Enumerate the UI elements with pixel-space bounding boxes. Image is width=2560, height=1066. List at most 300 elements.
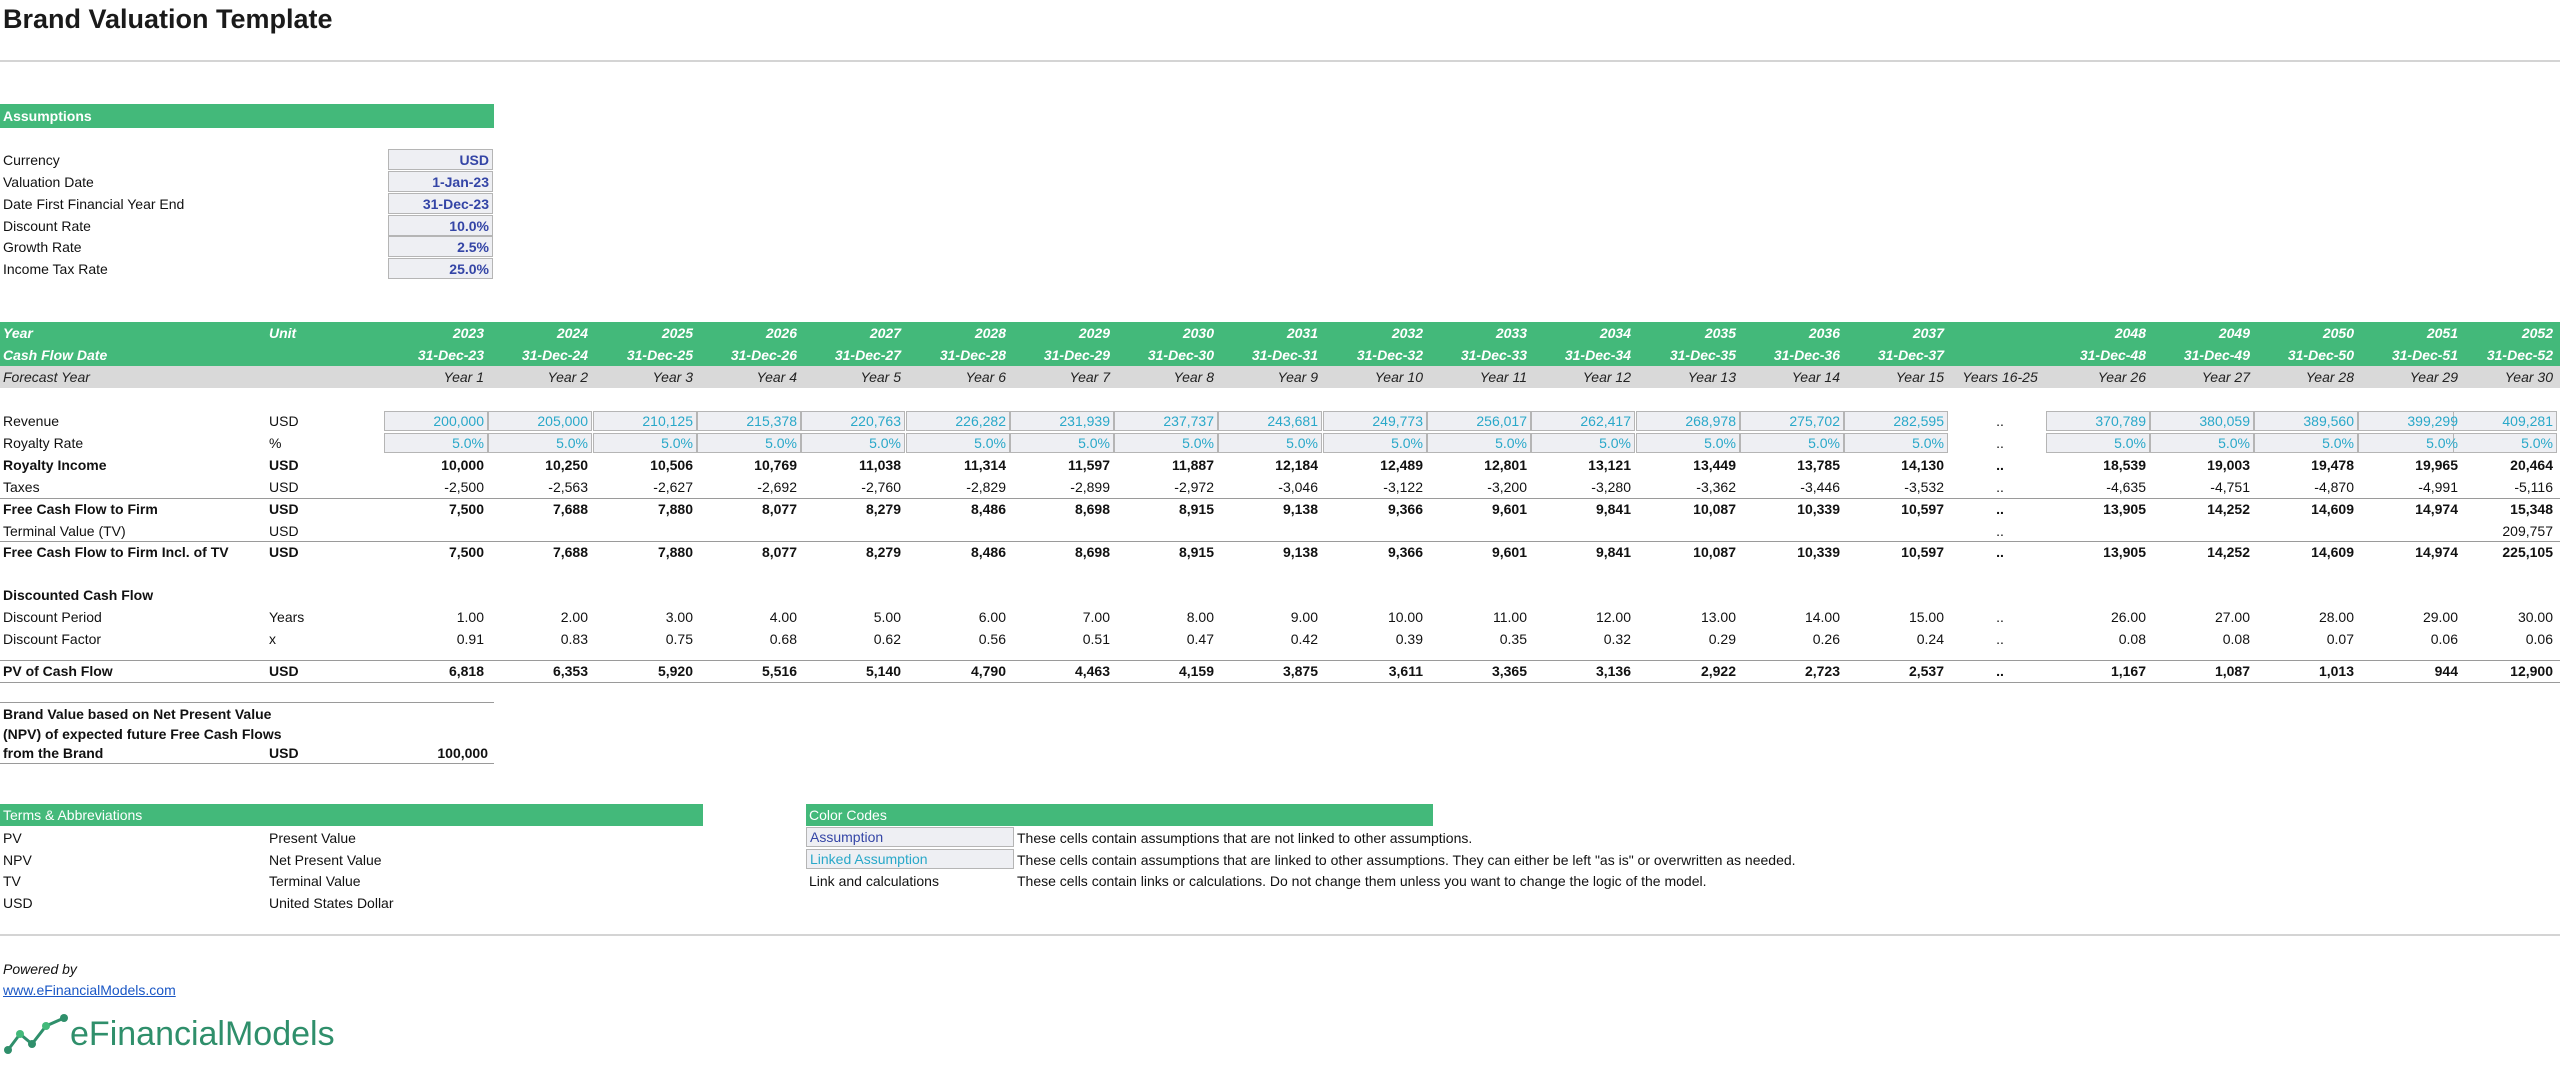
cash-flow-date-cell: 31-Dec-51 (2391, 347, 2458, 363)
linked-assumption-cell[interactable]: 226,282 (955, 413, 1006, 429)
color-code-swatch: Assumption (806, 827, 1014, 847)
linked-assumption-cell[interactable]: 5.0% (1078, 435, 1110, 451)
value-cell: 8,077 (761, 544, 797, 560)
year-header-cell: 2037 (1912, 325, 1944, 341)
value-cell: 9,138 (1282, 501, 1318, 517)
value-cell: -4,751 (2210, 479, 2250, 495)
value-cell: 1,087 (2214, 663, 2250, 679)
value-cell: 4,463 (1074, 663, 1110, 679)
forecast-year-label: Forecast Year (3, 369, 90, 385)
linked-assumption-cell[interactable]: 5.0% (1495, 435, 1527, 451)
linked-assumption-cell[interactable]: 5.0% (452, 435, 484, 451)
value-cell: 225,105 (2502, 544, 2553, 560)
value-cell: -2,899 (1070, 479, 1110, 495)
value-cell: 11,038 (858, 457, 901, 473)
color-code-description: These cells contain assumptions that are not linked to other assumptions. (1017, 830, 1473, 846)
value-cell: -3,532 (1904, 479, 1944, 495)
value-cell: 11,597 (1067, 457, 1110, 473)
value-cell: 9,601 (1491, 501, 1527, 517)
value-cell: 9,366 (1387, 544, 1423, 560)
value-cell: -3,046 (1278, 479, 1318, 495)
value-cell: 20,464 (2510, 457, 2553, 473)
value-cell: 9,841 (1595, 544, 1631, 560)
pv-bottom-border (0, 682, 2560, 683)
value-cell: 8,698 (1074, 544, 1110, 560)
linked-assumption-cell[interactable]: 5.0% (1599, 435, 1631, 451)
value-cell: 9,366 (1387, 501, 1423, 517)
value-cell: 0.08 (2118, 631, 2146, 647)
value-cell: 3,611 (1388, 663, 1423, 679)
value-cell: 0.35 (1499, 631, 1527, 647)
value-cell: 7,880 (657, 501, 693, 517)
value-cell: 4,159 (1178, 663, 1214, 679)
cash-flow-date-row (0, 344, 2560, 366)
cash-flow-date-cell: 31-Dec-33 (1460, 347, 1527, 363)
divider (0, 60, 2560, 62)
value-cell: 0.56 (978, 631, 1006, 647)
value-cell: 8,698 (1074, 501, 1110, 517)
forecast-year-cell: Year 26 (2097, 369, 2146, 385)
value-cell: -5,116 (2514, 479, 2553, 495)
value-cell: 7,880 (657, 544, 693, 560)
value-cell: .. (1996, 435, 2004, 451)
cash-flow-date-cell: 31-Dec-23 (417, 347, 484, 363)
value-cell: .. (1996, 544, 2004, 560)
forecast-year-cell: Year 12 (1582, 369, 1631, 385)
value-cell: 0.06 (2430, 631, 2458, 647)
value-cell: -2,760 (861, 479, 901, 495)
forecast-year-cell: Year 7 (1069, 369, 1110, 385)
linked-assumption-cell[interactable]: 262,417 (1580, 413, 1631, 429)
value-cell: 26.00 (2110, 609, 2146, 625)
value-cell: 0.68 (769, 631, 797, 647)
linked-assumption-cell[interactable]: 205,000 (537, 413, 588, 429)
year-header-cell: 2029 (1078, 325, 1110, 341)
year-header-cell: 2034 (1599, 325, 1631, 341)
value-cell: 14,130 (1901, 457, 1944, 473)
linked-assumption-cell[interactable]: 5.0% (1391, 435, 1423, 451)
year-header-row (0, 322, 2560, 344)
row-label: Terminal Value (TV) (3, 523, 126, 539)
row-unit: USD (269, 479, 299, 495)
value-cell: 0.24 (1916, 631, 1944, 647)
value-cell: 2,922 (1700, 663, 1736, 679)
value-cell: 6,818 (448, 663, 484, 679)
brand-value-text3: from the Brand (3, 745, 104, 761)
value-cell: 12,489 (1380, 457, 1423, 473)
term-full: Net Present Value (269, 852, 382, 868)
year-header-cell: 2030 (1182, 325, 1214, 341)
cash-flow-date-cell: 31-Dec-35 (1669, 347, 1736, 363)
year-header-cell: 2023 (452, 325, 484, 341)
linked-assumption-cell[interactable]: 5.0% (2426, 435, 2458, 451)
value-cell: 1,013 (2318, 663, 2354, 679)
powered-by-text: Powered by (3, 961, 77, 977)
assumptions-header: Assumptions (0, 104, 494, 128)
value-cell: 6.00 (978, 609, 1006, 625)
value-cell: 10,597 (1901, 544, 1944, 560)
linked-assumption-cell[interactable]: 5.0% (1912, 435, 1944, 451)
brand-value-text2: (NPV) of expected future Free Cash Flows (3, 726, 282, 742)
unit-header-label: Unit (269, 325, 297, 341)
forecast-year-cell: Year 14 (1791, 369, 1840, 385)
value-cell: 4,790 (970, 663, 1006, 679)
forecast-year-cell: Year 8 (1173, 369, 1214, 385)
value-cell: 14,252 (2207, 544, 2250, 560)
value-cell: 8,279 (865, 501, 901, 517)
value-cell: -3,362 (1696, 479, 1736, 495)
assumption-label-text: Discount Rate (3, 218, 91, 234)
cash-flow-date-cell: 31-Dec-37 (1877, 347, 1944, 363)
value-cell: 0.83 (560, 631, 588, 647)
value-cell: 0.08 (2222, 631, 2250, 647)
row-label: Revenue (3, 413, 60, 429)
forecast-year-cell: Year 28 (2305, 369, 2354, 385)
linked-assumption-cell[interactable]: 268,978 (1685, 413, 1736, 429)
color-code-swatch: Linked Assumption (806, 849, 1014, 869)
cash-flow-date-cell: 31-Dec-48 (2079, 347, 2146, 363)
value-cell: -2,972 (1174, 479, 1214, 495)
assumption-input[interactable]: 31-Dec-23 (388, 193, 493, 214)
value-cell: 11.00 (1493, 609, 1527, 625)
year-header-cell: 2031 (1286, 325, 1318, 341)
year-header-cell: 2025 (661, 325, 693, 341)
logo-text: FinancialModels (88, 1014, 335, 1053)
row-label: Discount Factor (3, 631, 102, 647)
page-title: Brand Valuation Template (3, 4, 333, 34)
value-cell: .. (1996, 457, 2004, 473)
value-cell: 7.00 (1082, 609, 1110, 625)
value-cell: 9,138 (1282, 544, 1318, 560)
value-cell: 6,353 (552, 663, 588, 679)
linked-assumption-cell[interactable]: 5.0% (2322, 435, 2354, 451)
value-cell: .. (1996, 413, 2004, 429)
dcf-header-label: Discounted Cash Flow (3, 587, 154, 603)
row-unit: USD (269, 523, 299, 539)
forecast-year-cell: Year 6 (965, 369, 1006, 385)
value-cell: 13,905 (2103, 544, 2146, 560)
value-cell: -4,635 (2106, 479, 2146, 495)
value-cell: 9,841 (1595, 501, 1631, 517)
forecast-year-cell: Year 30 (2504, 369, 2553, 385)
cash-flow-date-cell: 31-Dec-31 (1251, 347, 1318, 363)
row-label: Taxes (3, 479, 40, 495)
value-cell: 2.00 (560, 609, 588, 625)
assumption-input[interactable]: 25.0% (388, 258, 493, 279)
value-cell: 13,449 (1693, 457, 1736, 473)
value-cell: 2,537 (1908, 663, 1944, 679)
year-header-cell: 2051 (2426, 325, 2458, 341)
term-full: Present Value (269, 830, 356, 846)
year-header-cell: 2032 (1391, 325, 1423, 341)
value-cell: -3,200 (1487, 479, 1527, 495)
value-cell: .. (1996, 501, 2004, 517)
term-abbr: TV (3, 873, 21, 889)
linked-assumption-cell[interactable]: 5.0% (556, 435, 588, 451)
value-cell: 15.00 (1908, 609, 1944, 625)
term-abbr: USD (3, 895, 33, 911)
linked-assumption-cell[interactable]: 210,125 (642, 413, 693, 429)
brand-value-unit: USD (269, 745, 299, 761)
value-cell: -2,829 (966, 479, 1006, 495)
linked-assumption-cell[interactable]: 249,773 (1372, 413, 1423, 429)
linked-assumption-cell[interactable]: 5.0% (2218, 435, 2250, 451)
value-cell: 1,167 (2110, 663, 2146, 679)
year-header-cell: 2033 (1495, 325, 1527, 341)
forecast-year-row (0, 366, 2560, 388)
linked-assumption-cell[interactable]: 200,000 (433, 413, 484, 429)
value-cell: 14,974 (2415, 544, 2458, 560)
cash-flow-date-cell: 31-Dec-52 (2486, 347, 2553, 363)
forecast-year-cell: Year 13 (1687, 369, 1736, 385)
cash-flow-date-cell: 31-Dec-34 (1564, 347, 1631, 363)
linked-assumption-cell[interactable]: 282,595 (1893, 413, 1944, 429)
value-cell: 13.00 (1700, 609, 1736, 625)
row-unit: USD (269, 544, 299, 560)
color-codes-header: Color Codes (806, 804, 1433, 826)
value-cell: 19,003 (2207, 457, 2250, 473)
value-cell: -2,692 (757, 479, 797, 495)
linked-assumption-cell[interactable]: 5.0% (2114, 435, 2146, 451)
assumption-input[interactable]: 2.5% (388, 236, 493, 257)
term-abbr: NPV (3, 852, 32, 868)
value-cell: 13,785 (1797, 457, 1840, 473)
row-unit: USD (269, 457, 299, 473)
brand-value-bottom-border (0, 763, 494, 764)
value-cell: -2,500 (444, 479, 484, 495)
website-link[interactable]: www.eFinancialModels.com (3, 982, 176, 998)
linked-assumption-cell[interactable]: 256,017 (1476, 413, 1527, 429)
forecast-year-cell: Year 10 (1374, 369, 1423, 385)
value-cell: 0.07 (2326, 631, 2354, 647)
cash-flow-date-label: Cash Flow Date (3, 347, 108, 363)
row-label: Royalty Income (3, 457, 107, 473)
value-cell: 14,609 (2311, 501, 2354, 517)
year-header-cell: 2050 (2322, 325, 2354, 341)
value-cell: 13,905 (2103, 501, 2146, 517)
year-header-cell: 2048 (2114, 325, 2146, 341)
value-cell: -4,870 (2314, 479, 2354, 495)
value-cell: 29.00 (2422, 609, 2458, 625)
row-label: PV of Cash Flow (3, 663, 113, 679)
year-header-cell: 2028 (974, 325, 1006, 341)
value-cell: 0.06 (2525, 631, 2553, 647)
value-cell: 10,339 (1797, 544, 1840, 560)
value-cell: 5,920 (657, 663, 693, 679)
linked-assumption-cell[interactable]: 389,560 (2303, 413, 2354, 429)
row-label: Free Cash Flow to Firm (3, 501, 158, 517)
forecast-year-cell: Year 5 (860, 369, 901, 385)
year-header-cell: 2024 (556, 325, 588, 341)
value-cell: -4,991 (2418, 479, 2458, 495)
linked-assumption-cell[interactable]: 380,059 (2199, 413, 2250, 429)
linked-assumption-cell[interactable]: 409,281 (2502, 413, 2553, 429)
cash-flow-date-cell: 31-Dec-32 (1356, 347, 1423, 363)
value-cell: 19,965 (2415, 457, 2458, 473)
row-label: Royalty Rate (3, 435, 84, 451)
year-header-label: Year (3, 325, 33, 341)
color-code-swatch: Link and calculations (809, 873, 939, 889)
value-cell: 15,348 (2510, 501, 2553, 517)
value-cell: 7,500 (448, 501, 484, 517)
cash-flow-date-cell: 31-Dec-29 (1043, 347, 1110, 363)
term-full: United States Dollar (269, 895, 394, 911)
year-header-cell: 2035 (1704, 325, 1736, 341)
value-cell: 0.32 (1603, 631, 1631, 647)
value-cell: 14,252 (2207, 501, 2250, 517)
forecast-year-cell: Year 11 (1479, 369, 1527, 385)
value-cell: 19,478 (2311, 457, 2354, 473)
value-cell: 5,516 (761, 663, 797, 679)
value-cell: .. (1996, 523, 2004, 539)
value-cell: 944 (2434, 663, 2458, 679)
value-cell: 8.00 (1186, 609, 1214, 625)
year-header-cell: 2026 (765, 325, 797, 341)
value-cell: 3,136 (1595, 663, 1631, 679)
value-cell: 0.26 (1812, 631, 1840, 647)
value-cell: 18,539 (2103, 457, 2146, 473)
value-cell: 27.00 (2214, 609, 2250, 625)
assumption-input[interactable]: USD (388, 149, 493, 170)
cash-flow-date-cell: 31-Dec-28 (939, 347, 1006, 363)
linked-assumption-cell[interactable]: 5.0% (1182, 435, 1214, 451)
linked-assumption-cell[interactable]: 231,939 (1059, 413, 1110, 429)
value-cell: 12,801 (1484, 457, 1527, 473)
value-cell: 10.00 (1387, 609, 1423, 625)
value-cell: 30.00 (2517, 609, 2553, 625)
year-header-cell: 2052 (2521, 325, 2553, 341)
value-cell: 0.47 (1186, 631, 1214, 647)
value-cell: 0.39 (1395, 631, 1423, 647)
value-cell: .. (1996, 663, 2004, 679)
assumption-label-text: Valuation Date (3, 174, 94, 190)
value-cell: -3,446 (1800, 479, 1840, 495)
year-header-cell: 2036 (1808, 325, 1840, 341)
footer-divider (0, 934, 2560, 936)
value-cell: .. (1996, 479, 2004, 495)
value-cell: -2,627 (653, 479, 693, 495)
row-unit: USD (269, 413, 299, 429)
row-label: Discount Period (3, 609, 102, 625)
value-cell: 13,121 (1588, 457, 1631, 473)
assumption-input[interactable]: 10.0% (388, 215, 493, 236)
cash-flow-date-cell: 31-Dec-49 (2183, 347, 2250, 363)
linked-assumption-cell[interactable]: 5.0% (1808, 435, 1840, 451)
value-cell: 28.00 (2318, 609, 2354, 625)
value-cell: 8,486 (970, 544, 1006, 560)
value-cell: 10,769 (754, 457, 797, 473)
brand-value-amount: 100,000 (437, 745, 488, 761)
linked-assumption-cell[interactable]: 5.0% (661, 435, 693, 451)
forecast-year-cell: Year 29 (2409, 369, 2458, 385)
value-cell: 3,365 (1491, 663, 1527, 679)
linked-assumption-cell[interactable]: 5.0% (1704, 435, 1736, 451)
value-cell: 10,339 (1797, 501, 1840, 517)
value-cell: 14,609 (2311, 544, 2354, 560)
linked-assumption-cell[interactable]: 243,681 (1267, 413, 1318, 429)
value-cell: 2,723 (1804, 663, 1840, 679)
color-code-description: These cells contain assumptions that are linked to other assumptions. They can either be left "as is" or overwritten as needed. (1017, 852, 1796, 868)
cash-flow-date-cell: 31-Dec-26 (730, 347, 797, 363)
term-abbr: PV (3, 830, 22, 846)
value-cell: 12,184 (1275, 457, 1318, 473)
value-cell: 8,279 (865, 544, 901, 560)
linked-assumption-cell[interactable]: 5.0% (869, 435, 901, 451)
value-cell: 7,500 (448, 544, 484, 560)
linked-assumption-cell[interactable]: 237,737 (1163, 413, 1214, 429)
linked-assumption-cell[interactable]: 399,299 (2407, 413, 2458, 429)
assumption-input[interactable]: 1-Jan-23 (388, 171, 493, 192)
cash-flow-date-cell: 31-Dec-36 (1773, 347, 1840, 363)
year-header-cell: 2049 (2218, 325, 2250, 341)
linked-assumption-cell[interactable]: 5.0% (1286, 435, 1318, 451)
value-cell: 10,087 (1693, 544, 1736, 560)
row-unit: USD (269, 501, 299, 517)
forecast-year-cell: Year 3 (652, 369, 693, 385)
value-cell: 9.00 (1290, 609, 1318, 625)
cash-flow-date-cell: 31-Dec-30 (1147, 347, 1214, 363)
value-cell: 11,887 (1171, 457, 1214, 473)
value-cell: -3,122 (1383, 479, 1423, 495)
value-cell: -3,280 (1591, 479, 1631, 495)
year-header-cell: 2027 (869, 325, 901, 341)
value-cell: 0.51 (1082, 631, 1110, 647)
linked-assumption-cell[interactable]: 5.0% (2521, 435, 2553, 451)
value-cell: 0.29 (1708, 631, 1736, 647)
forecast-year-cell: Year 9 (1277, 369, 1318, 385)
value-cell: 12,900 (2510, 663, 2553, 679)
forecast-year-cell: Year 15 (1895, 369, 1944, 385)
value-cell: 8,486 (970, 501, 1006, 517)
cash-flow-date-cell: 31-Dec-24 (521, 347, 588, 363)
cash-flow-date-cell: 31-Dec-50 (2287, 347, 2354, 363)
linked-assumption-cell[interactable]: 275,702 (1789, 413, 1840, 429)
value-cell: 0.75 (665, 631, 693, 647)
value-cell: 14,974 (2415, 501, 2458, 517)
color-code-description: These cells contain links or calculations. Do not change them unless you want to change the logic of the model. (1017, 873, 1707, 889)
forecast-year-cell: Years 16-25 (1962, 369, 2038, 385)
linked-assumption-cell[interactable]: 215,378 (746, 413, 797, 429)
value-cell: 14.00 (1804, 609, 1840, 625)
value-cell: 1.00 (456, 609, 484, 625)
linked-assumption-cell[interactable]: 5.0% (765, 435, 797, 451)
value-cell: 10,506 (650, 457, 693, 473)
value-cell: -2,563 (548, 479, 588, 495)
value-cell: 10,597 (1901, 501, 1944, 517)
forecast-year-cell: Year 1 (443, 369, 484, 385)
row-unit: USD (269, 663, 299, 679)
value-cell: 8,915 (1178, 501, 1214, 517)
assumption-label-text: Income Tax Rate (3, 261, 108, 277)
value-cell: 3.00 (665, 609, 693, 625)
assumption-label-text: Date First Financial Year End (3, 196, 185, 212)
value-cell: 12.00 (1595, 609, 1631, 625)
value-cell: 9,601 (1491, 544, 1527, 560)
cash-flow-date-cell: 31-Dec-25 (626, 347, 693, 363)
value-cell: 5.00 (873, 609, 901, 625)
value-cell: 4.00 (769, 609, 797, 625)
value-cell: 10,087 (1693, 501, 1736, 517)
row-unit: % (269, 435, 282, 451)
linked-assumption-cell[interactable]: 220,763 (850, 413, 901, 429)
value-cell: 8,077 (761, 501, 797, 517)
forecast-year-cell: Year 2 (547, 369, 588, 385)
linked-assumption-cell[interactable]: 370,789 (2095, 413, 2146, 429)
linked-assumption-cell[interactable]: 5.0% (974, 435, 1006, 451)
logo-text-e: e (70, 1014, 89, 1053)
assumption-label-text: Currency (3, 152, 60, 168)
row-label: Free Cash Flow to Firm Incl. of TV (3, 544, 229, 560)
